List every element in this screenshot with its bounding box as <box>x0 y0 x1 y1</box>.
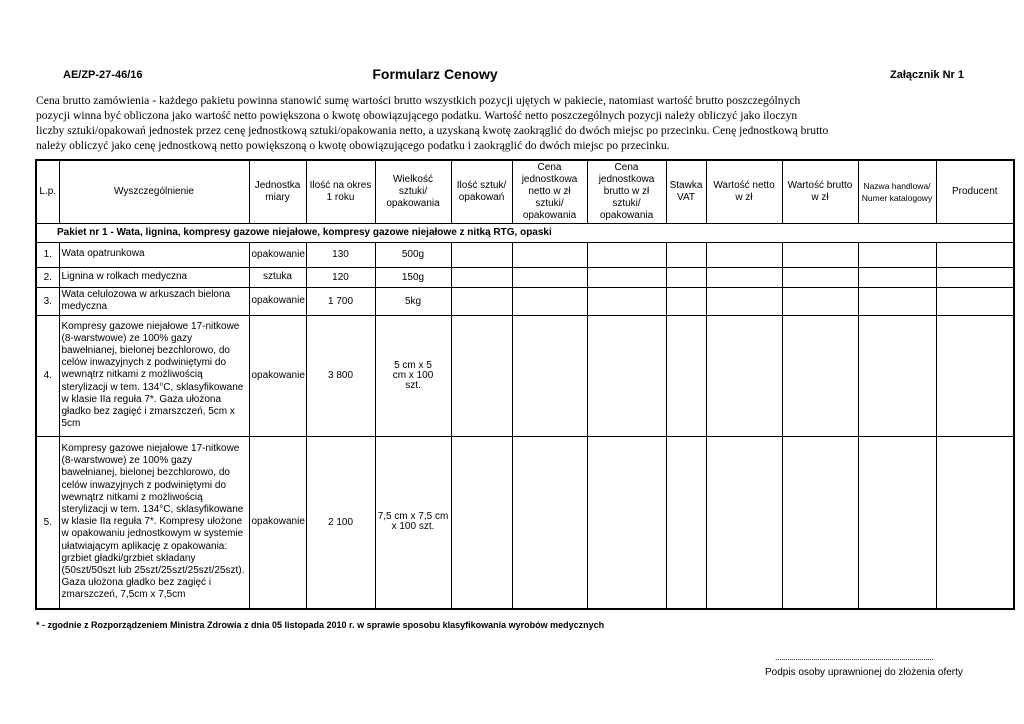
col-header-gross-value: Wartość brutto w zł <box>782 160 858 223</box>
cell-description: Kompresy gazowe niejałowe 17-nitkowe (8-warstwowe) ze 100% gazy bawełnianej, bielonej bezchlorowo, do celów inwazyjnych z podwiniętymi do wewnątrz nitkami z możliwością sterylizacji w tem. 134°C, sklasyfikowane w klasie IIa reguła 7*. Gaza ułożona gładko bez zagięć i zmarszczeń, 5cm x 5cm <box>59 315 249 436</box>
cell-trade-name[interactable] <box>858 267 936 287</box>
cell-net-value[interactable] <box>706 242 782 267</box>
cell-gross-value[interactable] <box>782 242 858 267</box>
cell-size: 500g <box>375 242 451 267</box>
cell-net-price[interactable] <box>512 267 587 287</box>
cell-gross-value[interactable] <box>782 436 858 609</box>
col-header-quantity: Ilość na okres 1 roku <box>306 160 375 223</box>
cell-trade-name[interactable] <box>858 242 936 267</box>
cell-quantity: 3 800 <box>306 315 375 436</box>
cell-trade-name[interactable] <box>858 287 936 315</box>
cell-unit: opakowanie <box>249 242 306 267</box>
cell-pieces[interactable] <box>451 267 512 287</box>
cell-net-price[interactable] <box>512 315 587 436</box>
cell-net-value[interactable] <box>706 267 782 287</box>
cell-unit: opakowanie <box>249 315 306 436</box>
cell-net-value[interactable] <box>706 315 782 436</box>
footnote: * - zgodnie z Rozporządzeniem Ministra Zdrowia z dnia 05 listopada 2010 r. w sprawie sposobu klasyfikowania wyrobów medycznych <box>36 620 605 630</box>
cell-quantity: 130 <box>306 242 375 267</box>
cell-net-price[interactable] <box>512 242 587 267</box>
cell-vat[interactable] <box>666 242 706 267</box>
intro-line: liczby sztuki/opakowań jednostek przez cenę jednostkową sztuki/opakowania netto, a uzyskaną kwotę zaokrąglić do dwóch miejsc po przecinku. Cenę jednostkową brutto <box>36 124 829 137</box>
col-header-net-price: Cena jednostkowa netto w zł sztuki/ opakowania <box>512 160 587 223</box>
cell-gross-price[interactable] <box>587 436 666 609</box>
cell-vat[interactable] <box>666 287 706 315</box>
cell-size: 5kg <box>375 287 451 315</box>
cell-net-price[interactable] <box>512 287 587 315</box>
cell-vat[interactable] <box>666 436 706 609</box>
cell-gross-value[interactable] <box>782 287 858 315</box>
cell-size: 7,5 cm x 7,5 cm x 100 szt. <box>375 436 451 609</box>
table-row <box>36 287 1014 315</box>
cell-description: Kompresy gazowe niejałowe 17-nitkowe (8-warstwowe) ze 100% gazy bawełnianej, bielonej bezchlorowo, do celów inwazyjnych z podwiniętymi do wewnątrz nitkami z możliwością sterylizacji w tem. 134°C, sklasyfikowane w klasie IIa reguła 7*. Kompresy ułożone w opakowaniu jednostkowym w systemie ułatwiającym aplikację z opakowania: grzbiet gładki/grzbiet składany (50szt/50szt lub 25szt/25szt/25szt/25szt). Gaza ułożona gładko bez zagięć i zmarszczeń, 7,5cm x 7,5cm <box>59 436 249 609</box>
cell-description: Wata celulozowa w arkuszach bielona medyczna <box>59 287 249 315</box>
cell-gross-price[interactable] <box>587 287 666 315</box>
col-header-trade-name: Nazwa handlowa/ Numer katalogowy <box>858 160 936 223</box>
cell-size: 5 cm x 5 cm x 100 szt. <box>375 315 451 436</box>
table-row <box>36 267 1014 287</box>
cell-unit: opakowanie <box>249 436 306 609</box>
cell-pieces[interactable] <box>451 287 512 315</box>
cell-producer[interactable] <box>936 287 1014 315</box>
cell-vat[interactable] <box>666 315 706 436</box>
document-reference: AE/ZP-27-46/16 <box>63 69 143 81</box>
price-table <box>35 159 1015 610</box>
package-label: Pakiet nr 1 - Wata, lignina, kompresy gazowe niejałowe, kompresy gazowe niejałowe z nitką RTG, opaski <box>36 223 1014 242</box>
cell-quantity: 1 700 <box>306 287 375 315</box>
cell-description: Wata opatrunkowa <box>59 242 249 267</box>
cell-net-value[interactable] <box>706 287 782 315</box>
package-row <box>36 223 1014 242</box>
cell-lp: 3. <box>36 287 59 315</box>
table-row <box>36 242 1014 267</box>
cell-net-value[interactable] <box>706 436 782 609</box>
cell-producer[interactable] <box>936 267 1014 287</box>
intro-line: Cena brutto zamówienia - każdego pakietu powinna stanowić sumę wartości brutto wszystkich pozycji ujętych w pakiecie, natomiast wartość brutto poszczególnych <box>36 94 801 107</box>
cell-pieces[interactable] <box>451 242 512 267</box>
cell-gross-price[interactable] <box>587 267 666 287</box>
cell-pieces[interactable] <box>451 315 512 436</box>
cell-description: Lignina w rolkach medyczna <box>59 267 249 287</box>
cell-quantity: 120 <box>306 267 375 287</box>
col-header-lp: L.p. <box>36 160 59 223</box>
intro-line: pozycji winna być obliczona jako wartość netto powiększona o kwotę obowiązującego podatku. Wartość netto poszczególnych pozycji należy obliczyć jako iloczyn <box>36 109 798 122</box>
cell-vat[interactable] <box>666 267 706 287</box>
cell-unit: sztuka <box>249 267 306 287</box>
col-header-gross-price: Cena jednostkowa brutto w zł sztuki/ opakowania <box>587 160 666 223</box>
cell-gross-price[interactable] <box>587 242 666 267</box>
intro-text <box>36 93 866 153</box>
cell-lp: 4. <box>36 315 59 436</box>
cell-net-price[interactable] <box>512 436 587 609</box>
cell-lp: 2. <box>36 267 59 287</box>
cell-lp: 5. <box>36 436 59 609</box>
cell-producer[interactable] <box>936 242 1014 267</box>
intro-line: należy obliczyć jako cenę jednostkową netto powiększoną o kwotę obowiązującego podatku i zaokrąglić do dwóch miejsc po przecinku. <box>36 139 670 152</box>
cell-gross-value[interactable] <box>782 315 858 436</box>
col-header-vat: Stawka VAT <box>666 160 706 223</box>
cell-trade-name[interactable] <box>858 315 936 436</box>
attachment-label: Załącznik Nr 1 <box>890 69 964 81</box>
cell-producer[interactable] <box>936 315 1014 436</box>
col-header-producer: Producent <box>936 160 1014 223</box>
col-header-pieces: Ilość sztuk/ opakowań <box>451 160 512 223</box>
col-header-unit: Jednostka miary <box>249 160 306 223</box>
cell-producer[interactable] <box>936 436 1014 609</box>
col-header-size: Wielkość sztuki/ opakowania <box>375 160 451 223</box>
cell-gross-value[interactable] <box>782 267 858 287</box>
cell-trade-name[interactable] <box>858 436 936 609</box>
col-header-description: Wyszczególnienie <box>59 160 249 223</box>
table-row <box>36 315 1014 436</box>
table-row <box>36 436 1014 609</box>
cell-lp: 1. <box>36 242 59 267</box>
signature-label: Podpis osoby uprawnionej do złożenia oferty <box>765 667 963 678</box>
cell-size: 150g <box>375 267 451 287</box>
cell-unit: opakowanie <box>249 287 306 315</box>
col-header-net-value: Wartość netto w zł <box>706 160 782 223</box>
table-header-row <box>36 160 1014 223</box>
page-title: Formularz Cenowy <box>372 66 498 82</box>
cell-gross-price[interactable] <box>587 315 666 436</box>
signature-line: ............................................................................... <box>775 652 934 662</box>
cell-pieces[interactable] <box>451 436 512 609</box>
cell-quantity: 2 100 <box>306 436 375 609</box>
